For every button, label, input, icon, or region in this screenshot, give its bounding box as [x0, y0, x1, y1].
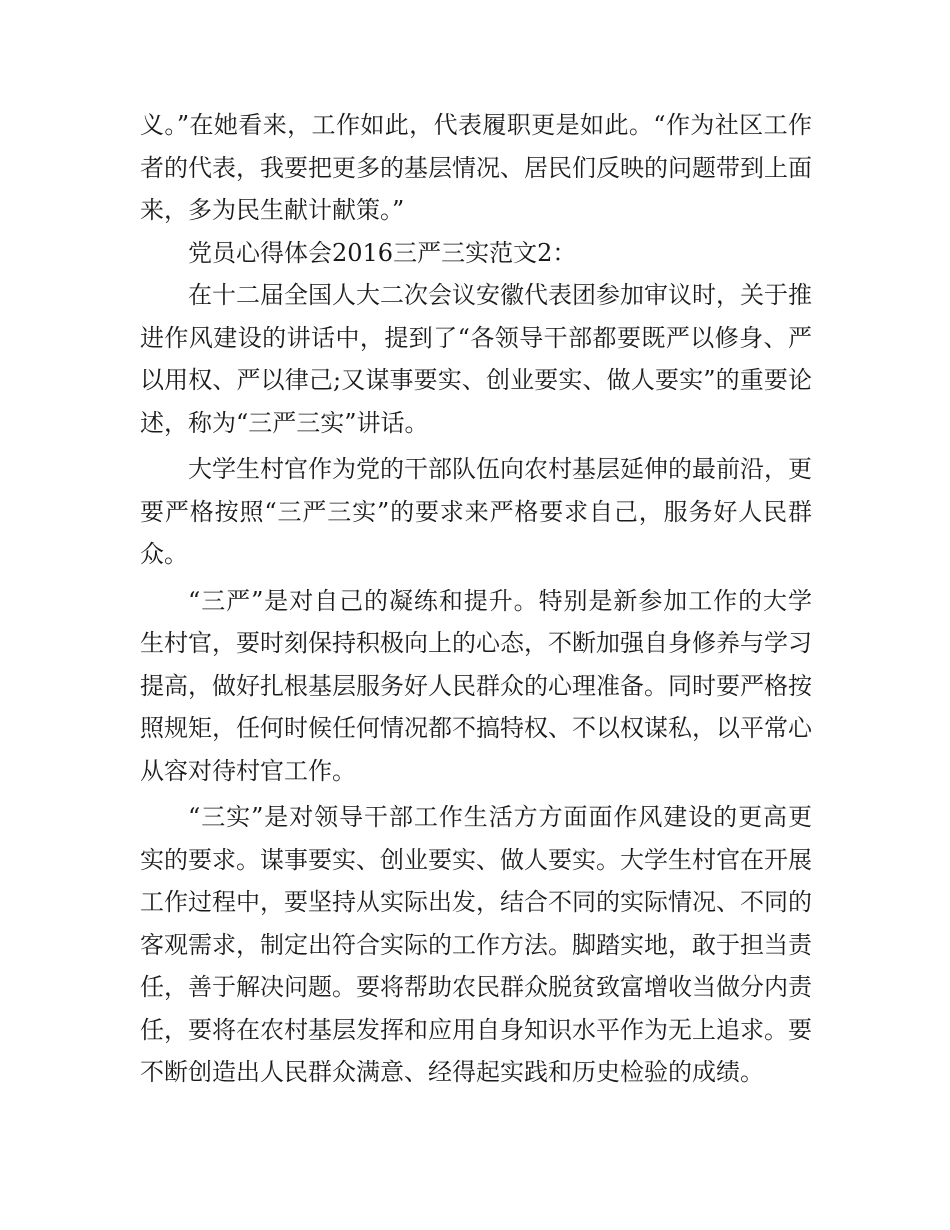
paragraph-san-yan: “三严”是对自己的凝练和提升。特别是新参加工作的大学生村官，要时刻保持积极向上的心态，不断加强自身修养与学习提高，做好扎根基层服务好人民群众的心理准备。同时要严格按照规矩，任何时候任何情况都不搞特权、不以权谋私，以平常心从容对待村官工作。: [140, 586, 812, 785]
section-heading: 党员心得体会2016三严三实范文2：: [188, 238, 577, 267]
paragraph-village-official: 大学生村官作为党的干部队伍向农村基层延伸的最前沿，更要严格按照“三严三实”的要求来严格要求自己，服务好人民群众。: [140, 455, 812, 568]
paragraph-san-shi: “三实”是对领导干部工作生活方方面面作风建设的更高更实的要求。谋事要实、创业要实、做人要实。大学生村官在开展工作过程中，要坚持从实际出发，结合不同的实际情况、不同的客观需求，制定出符合实际的工作方法。脚踏实地，敢于担当责任，善于解决问题。要将帮助农民群众脱贫致富增收当做分内责任，要将在农村基层发挥和应用自身知识水平作为无上追求。要不断创造出人民群众满意、经得起实践和历史检验的成绩。: [140, 803, 812, 1086]
paragraph-continuation: 义。”在她看来，工作如此，代表履职更是如此。“作为社区工作者的代表，我要把更多的基层情况、居民们反映的问题带到上面来，多为民生献计献策。”: [140, 111, 812, 224]
paragraph-intro: 在十二届全国人大二次会议安徽代表团参加审议时，关于推进作风建设的讲话中，提到了“各领导干部都要既严以修身、严以用权、严以律己;又谋事要实、创业要实、做人要实”的重要论述，称为“三严三实”讲话。: [140, 281, 812, 437]
document-body: [140, 104, 812, 1094]
